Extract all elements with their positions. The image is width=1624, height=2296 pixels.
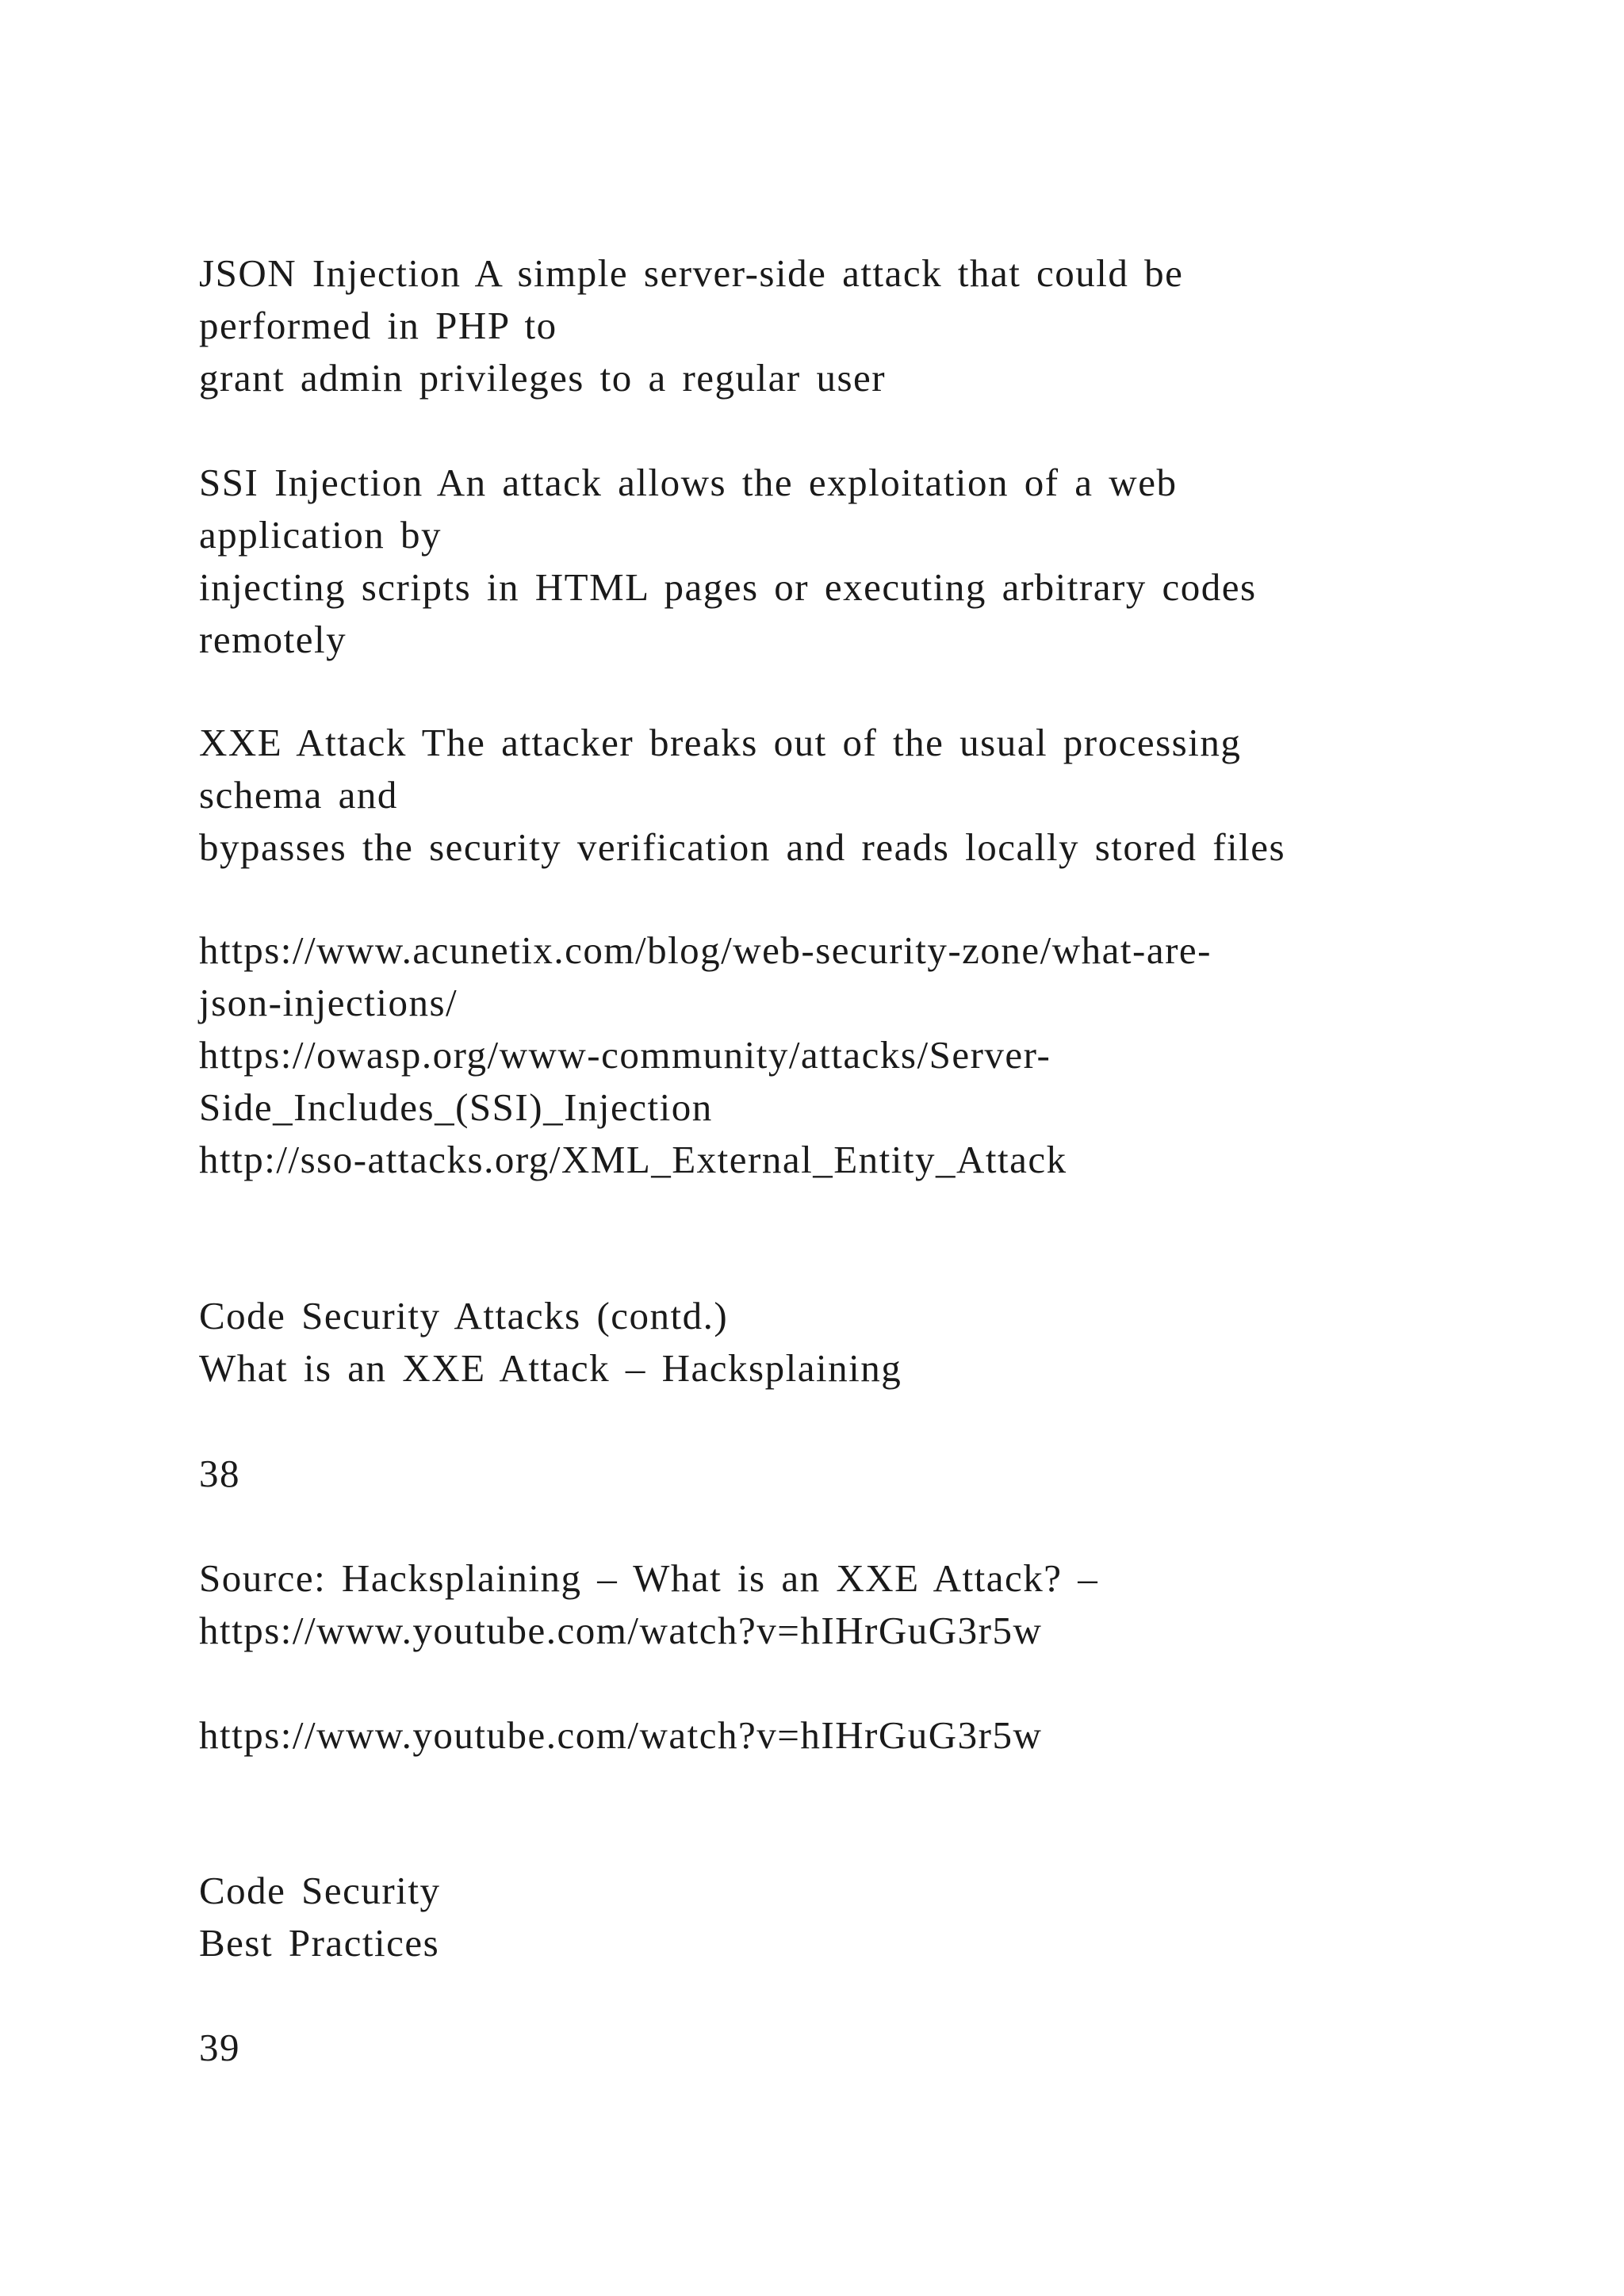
ssi-injection-line-4: remotely — [199, 618, 347, 661]
reference-url-1a: https://www.acunetix.com/blog/web-security-zone/what-are- — [199, 928, 1212, 972]
best-practices-title-1: Code Security — [199, 1869, 441, 1912]
xxe-attack-line-1: XXE Attack The attacker breaks out of the usual processing — [199, 721, 1242, 764]
best-practices-title-2: Best Practices — [199, 1921, 440, 1965]
slide-number-39: 39 — [199, 2026, 240, 2069]
slide-number-38: 38 — [199, 1452, 240, 1495]
ssi-injection-line-3: injecting scripts in HTML pages or executing arbitrary codes — [199, 565, 1257, 609]
reference-url-2a: https://owasp.org/www-community/attacks/Server- — [199, 1033, 1051, 1077]
reference-url-1b: json-injections/ — [199, 981, 458, 1024]
video-url: https://www.youtube.com/watch?v=hIHrGuG3r5w — [199, 1713, 1043, 1757]
json-injection-line-2: performed in PHP to — [199, 304, 557, 347]
section-subheading: What is an XXE Attack – Hacksplaining — [199, 1346, 902, 1390]
ssi-injection-line-1: SSI Injection An attack allows the exploitation of a web — [199, 461, 1178, 504]
json-injection-line-3: grant admin privileges to a regular user — [199, 356, 887, 400]
xxe-attack-line-2: schema and — [199, 773, 398, 817]
reference-url-2b: Side_Includes_(SSI)_Injection — [199, 1085, 713, 1129]
source-url: https://www.youtube.com/watch?v=hIHrGuG3r5w — [199, 1609, 1043, 1652]
reference-url-3: http://sso-attacks.org/XML_External_Entity_Attack — [199, 1138, 1067, 1181]
json-injection-line-1: JSON Injection A simple server-side attack that could be — [199, 251, 1184, 295]
ssi-injection-line-2: application by — [199, 513, 442, 557]
section-heading: Code Security Attacks (contd.) — [199, 1294, 729, 1337]
source-citation: Source: Hacksplaining – What is an XXE Attack? – — [199, 1556, 1099, 1600]
xxe-attack-line-3: bypasses the security verification and reads locally stored files — [199, 825, 1286, 869]
